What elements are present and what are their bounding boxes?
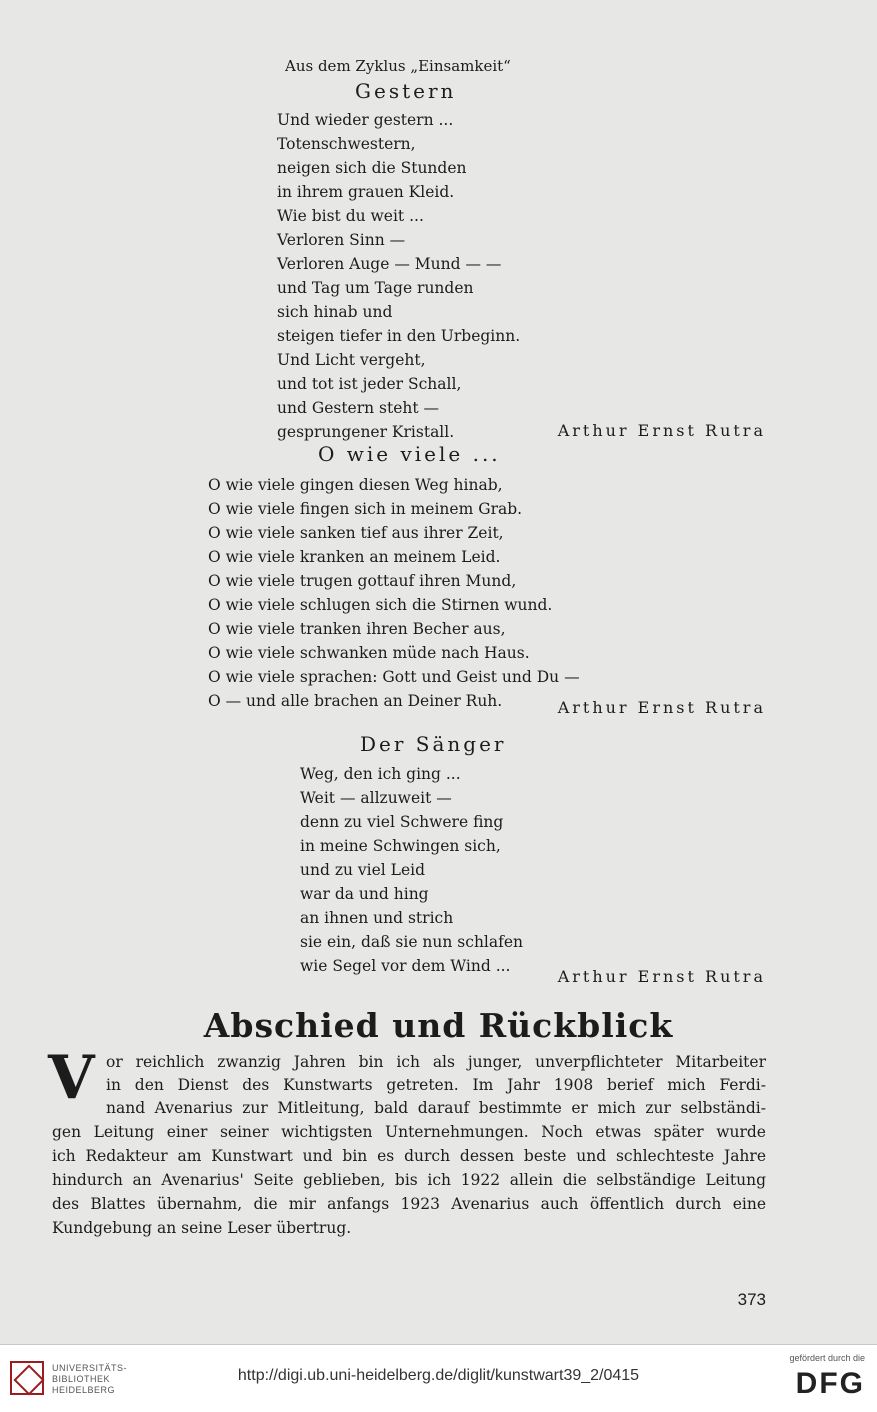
article-line: gen Leitung einer seiner wichtigsten Unternehmungen. Noch etwas später wurde [52,1123,766,1141]
poem-author: Arthur Ernst Rutra [557,967,766,986]
poem-title-gestern: Gestern [355,79,457,103]
dfg-logo: DFG [795,1367,865,1400]
poem-line: Und Licht vergeht, [277,351,426,369]
viewer-footer [0,1344,877,1412]
drop-cap: V [48,1043,95,1113]
poem-line: neigen sich die Stunden [277,159,467,177]
funded-by-label: gefördert durch die [789,1353,865,1363]
poem-line: steigen tiefer in den Urbeginn. [277,327,521,345]
poem-line: O wie viele sanken tief aus ihrer Zeit, [208,524,504,542]
poem-line: O wie viele sprachen: Gott und Geist und Du — [208,668,580,686]
poem-line: und zu viel Leid [300,861,426,879]
poem-line: O wie viele gingen diesen Weg hinab, [208,476,503,494]
poem-line: und tot ist jeder Schall, [277,375,462,393]
article-line: des Blattes übernahm, die mir anfangs 1923 Avenarius auch öffentlich durch eine [52,1195,766,1213]
poem-line: denn zu viel Schwere fing [300,813,504,831]
cycle-header: Aus dem Zyklus „Einsamkeit“ [285,57,511,75]
page-number: 373 [737,1290,766,1309]
poem-line: und Tag um Tage runden [277,279,474,297]
poem-author: Arthur Ernst Rutra [557,698,766,717]
institution-name: HEIDELBERG [52,1385,116,1395]
article-line: Kundgebung an seine Leser übertrug. [52,1219,352,1237]
source-url-link[interactable]: http://digi.ub.uni-heidelberg.de/diglit/kunstwart39_2/0415 [237,1367,640,1384]
institution-name: UNIVERSITÄTS- [52,1363,128,1373]
poem-line: Weit — allzuweit — [300,789,452,807]
poem-line: O wie viele kranken an meinem Leid. [208,548,501,566]
article-line: nand Avenarius zur Mitleitung, bald darauf bestimmte er mich zur selbständi- [106,1099,766,1117]
poem-line: und Gestern steht — [277,399,440,417]
poem-author: Arthur Ernst Rutra [557,421,766,440]
article-line: in den Dienst des Kunstwarts getreten. Im Jahr 1908 berief mich Ferdi- [106,1076,766,1094]
poem-line: Totenschwestern, [277,135,416,153]
poem-line: Verloren Sinn — [277,231,406,249]
article-heading: Abschied und Rückblick [203,1006,674,1045]
poem-title-der-saenger: Der Sänger [360,732,507,756]
poem-line: O wie viele fingen sich in meinem Grab. [208,500,523,518]
poem-title-o-wie-viele: O wie viele ... [318,442,501,466]
poem-line: Weg, den ich ging ... [300,765,461,783]
poem-line: Wie bist du weit ... [277,207,424,225]
poem-line: in meine Schwingen sich, [300,837,501,855]
article-line: ich Redakteur am Kunstwart und bin es durch dessen beste und schlechteste Jahre [52,1147,766,1165]
poem-line: gesprungener Kristall. [277,423,455,441]
poem-line: O wie viele schwanken müde nach Haus. [208,644,530,662]
poem-line: war da und hing [300,885,429,903]
poem-line: O wie viele tranken ihren Becher aus, [208,620,506,638]
poem-line: wie Segel vor dem Wind ... [300,957,511,975]
poem-line: in ihrem grauen Kleid. [277,183,455,201]
institution-name: BIBLIOTHEK [52,1374,111,1384]
poem-line: an ihnen und strich [300,909,454,927]
poem-line: Verloren Auge — Mund — — [277,255,502,273]
poem-line: sie ein, daß sie nun schlafen [300,933,524,951]
poem-line: sich hinab und [277,303,393,321]
poem-line: Und wieder gestern ... [277,111,454,129]
poem-line: O — und alle brachen an Deiner Ruh. [208,692,503,710]
poem-line: O wie viele trugen gottauf ihren Mund, [208,572,517,590]
article-line: or reichlich zwanzig Jahren bin ich als junger, unverpflichteter Mitarbeiter [106,1053,766,1071]
article-line: hindurch an Avenarius' Seite geblieben, bis ich 1922 allein die selbständige Leitung [52,1171,766,1189]
poem-line: O wie viele schlugen sich die Stirnen wund. [208,596,553,614]
